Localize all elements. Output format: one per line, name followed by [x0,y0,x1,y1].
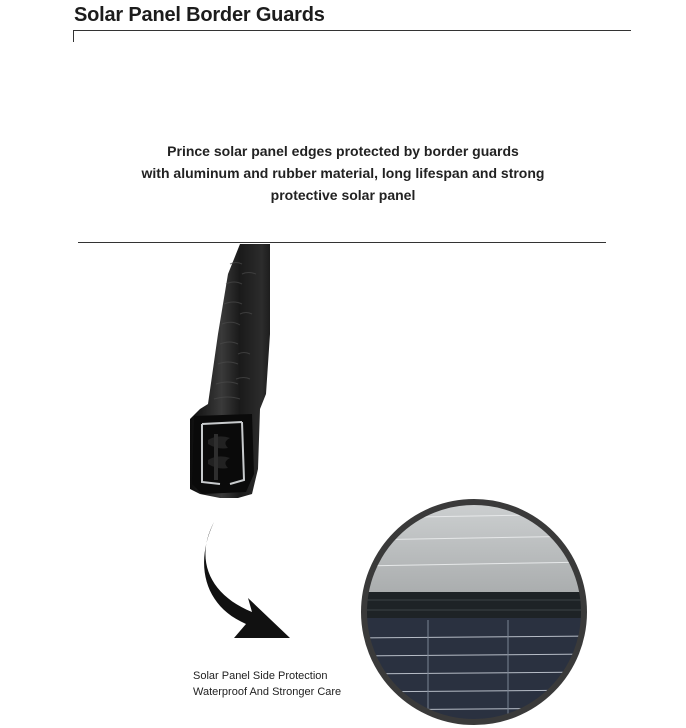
border-guard-photo [180,244,270,500]
description-line-3: protective solar panel [270,187,416,203]
curved-arrow-icon [200,520,300,645]
description-line-1: Prince solar panel edges protected by border guards [167,143,519,159]
caption-line-1: Solar Panel Side Protection [193,670,328,682]
title-divider-tick [73,30,74,42]
caption-line-2: Waterproof And Stronger Care [193,686,342,698]
page-title: Solar Panel Border Guards [74,4,325,26]
product-description [120,140,566,206]
solar-panel-edge-closeup [358,496,590,728]
section-divider [78,242,606,243]
description-line-2: with aluminum and rubber material, long lifespan and strong [141,165,545,181]
image-caption [193,668,341,700]
title-divider [73,30,631,31]
